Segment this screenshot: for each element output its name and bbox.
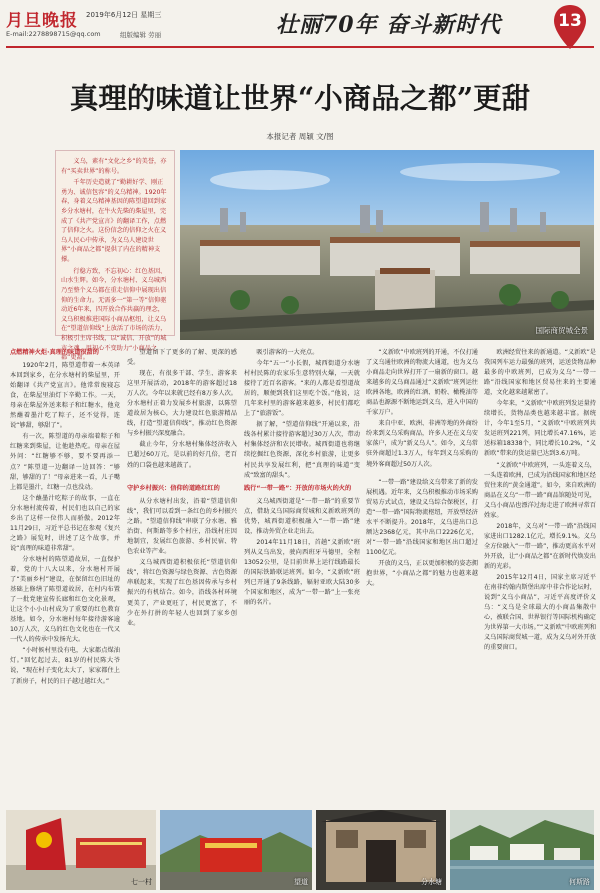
article-column-1 [10, 348, 120, 808]
photo-old-house [316, 810, 446, 890]
body-paragraph: 从分水塘村出发，沿着“望道信仰线”，我们可以看到一条红色的乡村振兴之路。“望道信仰线”串联了分水塘、雅治街、何斯路等多个村庄，沿线村庄因地制宜，发展红色旅游、乡村民宿、特色农业等产业。 [127, 498, 237, 556]
photo-strip [0, 808, 600, 893]
article-column-4 [366, 348, 478, 808]
photo-village-lake [450, 810, 594, 890]
article-byline: 本报记者 周颖 文/图 [266, 132, 334, 141]
body-paragraph: “义新欧”中欧班列，一头连着义乌，一头连着欧洲，已成为沿线国家和地区经贸往来的“黄金通道”。如今，来自欧洲的商品在义乌“一带一路”商品馆随处可见，义乌小商品也漂洋过海走进了欧洲寻常百姓家。 [484, 461, 596, 519]
body-paragraph: 截止今年，分水塘村集体经济收入已超过60万元，是以前的好几倍，老百姓的口袋也越来越鼓了。 [127, 441, 237, 469]
lead-paragraph: 义乌，素有“文化之乡”的美誉，亦有“买卖世界”的称号。 [61, 158, 167, 175]
body-paragraph: 望道留下了更多的了解、更深的感受。 [127, 349, 237, 367]
page-editors: 组版编辑 劳丽 [120, 31, 162, 39]
body-paragraph: 2014年11月18日，首趟“义新欧”班列从义乌出发，驶向西班牙马德里，全程13052公里，是目前世界上运行线路最长的国际铁路联运班列。如今，“义新欧”班列已开通了9条线路，辐射亚欧大陆30多个国家和地区，成为“一带一路”上一张亮丽的名片。 [244, 538, 360, 607]
page-number: 13 [558, 11, 582, 31]
body-paragraph: 现在，有很多干部、学生、游客来这里开展活动，2018年的游客超过18万人次。今年以来就已经有8万多人次。分水塘村正着力发展乡村旅游，以陈望道故居为核心，大力建设红色旅游精品线，打造“望道信仰线”，推动红色资源与乡村振兴深度融合。 [127, 370, 237, 438]
body-paragraph: “一带一路”建设给义乌带来了新的发展机遇。近年来，义乌积极推动市场采购贸易方式试点，建设义乌综合保税区，打造“一带一路”国际物流枢纽，开放型经济水平不断提升。2018年，义乌进出口总额达2368亿元，其中出口2226亿元，对“一带一路”沿线国家和地区出口超过1100亿元。 [366, 478, 478, 556]
city-aerial-image [180, 150, 594, 340]
newspaper-logo: 月旦晚报 [6, 11, 78, 31]
issue-date: 2019年6月12日 星期三 [86, 11, 162, 19]
section-subheading: 守护乡村振兴：信仰的道路红红的 [127, 485, 220, 492]
section-slogan: 壮丽70年 奋斗新时代 [276, 12, 502, 38]
body-paragraph: 来自中亚、欧洲、非洲等地的外商纷纷来到义乌采购商品，许多人还在义乌安家落户，成为“新义乌人”。如今，义乌常驻外商超过1.3万人，每年到义乌采购的境外客商超过50万人次。 [366, 420, 478, 468]
body-paragraph: 欧洲经贸往来的新通道。“义新欧”是我国列车运力最强的班列，运送货物品种最多的中欧班列，已成为义乌“一带一路”沿线国家和地区贸易往来的主要通道，文化越来越紧密了。 [484, 349, 596, 397]
body-paragraph: 2018年，义乌对“一带一路”沿线国家进出口1282.1亿元，增长9.1%。义乌全方位融入“一带一路”，推动更高水平对外开放，让“小商品之都”在新时代焕发出新的光彩。 [484, 522, 596, 570]
body-paragraph: 吸引游客的一大亮点。 [256, 349, 319, 356]
body-paragraph: 这个蘸墨汁吃粽子的故事，一直在分水塘村流传着，村民们也以自己的家乡出了这样一位伟人而骄傲。2012年11月29日，习近平总书记在参观《复兴之路》展览时，讲述了这个故事，并说“真理的味道非常甜”。 [10, 494, 120, 552]
body-paragraph: “义新欧”中欧班列的开通，不仅打通了义乌通往欧洲的物流大通道，也为义乌小商品走向世界打开了一扇新的窗口。越来越多的义乌商品通过“义新欧”班列运往欧洲各地，欧洲的红酒、奶粉、橄榄油等商品也源源不断地运到义乌，进入中国的千家万户。 [366, 349, 478, 417]
photo-village-sculpture [6, 810, 156, 890]
hero-photo [180, 150, 594, 340]
body-paragraph: 义乌城西街道是“一带一路”的重要节点，借助义乌国际商贸城和义新欧班列的优势，城西街道积极融入“一带一路”建设，推动外贸企业走出去。 [244, 497, 360, 535]
article-column-3 [244, 348, 360, 808]
contact-email: E-mail:2278898715@qq.com [6, 30, 101, 38]
article-headline: 真理的味道让世界“小商品之都”更甜 [69, 81, 531, 115]
section-subheading: 践行“一带一路”：开放的市场火的火的 [244, 484, 352, 492]
page-number-badge [552, 4, 588, 50]
lead-paragraph: 千年历史造就了“勤耕好学、刚正勇为、诚信包容”的义乌精神。1920年春，身着义乌精神基因的陈望道回到家乡分水塘村，在牛火先柴的柴屋里，完成了《共产党宣言》的翻译工作，点燃了信仰之火。这份信念的信仰之火在义乌人民心中传承，为义乌人建设世界“小商品之都”提供了内在的精神支撑。 [61, 179, 167, 264]
photo-red-landmark [160, 810, 312, 890]
body-paragraph: “小时候村里没有电，大家都点煤油灯。”回忆起过去，81岁的村民陈大爷说，“现在村子变化太大了，家家都住上了新房子，村民的日子越过越红火。” [10, 647, 120, 685]
article-column-5 [484, 348, 596, 808]
photo-caption: 何斯路 [569, 878, 590, 886]
photo-caption: 望道 [294, 878, 308, 886]
masthead-divider [6, 46, 594, 48]
body-paragraph: 义乌城西街道积极依托“望道信仰线”，将红色资源与绿色资源、古色资源串联起来，实现了红色基因传承与乡村振兴的有机结合。如今，沿线各村环境更美了，产业更旺了，村民更富了，不少在外打拼的年轻人也回到了家乡创业。 [127, 559, 237, 627]
article-column-2 [127, 348, 237, 808]
body-paragraph: 有一次，陈望道的母亲端着粽子和红糖来到柴屋，让他趁热吃。母亲在屋外问：“红糖够不够，要不要再添一点？”陈望道一边翻译一边回答：“够甜，够甜的了！”母亲进来一看，儿子嘴上都是墨汁，红糖一点也没动。 [10, 433, 120, 491]
body-paragraph: 今年“五一”小长假，城西街道分水塘村村民陈的农家乐生意特别火爆，一天就接待了近百名游客。“来的人都是看望道故居的，顺便到我们这里吃个饭。”他说，这几年来村里的游客越来越多，村民们都吃上了“旅游饭”。 [244, 360, 360, 418]
body-paragraph: 据了解，“望道信仰线”开通以来，沿线各村累计接待游客超过30万人次，带动村集体经济和农民增收。城西街道也将继续挖掘红色资源，深化乡村旅游，让更多村民共享发展红利，把“真理的味道”变成“致富的甜头”。 [244, 421, 360, 479]
body-paragraph: 分水塘村的陈望道故居，一直保护着，党的十八大以来，分水塘村开展了“美丽乡村”建设，在保留红色旧址的基础上修缮了陈望道故居，在村内布置了一批党建宣传长廊和红色文化景观，让这个小小山村成为了重要的红色教育基地。如今，分水塘村每年接待游客逾10万人次，义乌的红色文化也在一代又一代人的传承中发扬光大。 [10, 555, 120, 644]
photo-caption: 分水塘 [421, 878, 442, 886]
body-paragraph: 今年来，“义新欧”中欧班列发运量持续增长，货物品类也越来越丰富。据统计，今年1至5月，“义新欧”中欧班列共发运班列221列，同比增长47.16%，运送标箱18338个，同比增长10.2%，“义新欧”带来的货运量已达到3.6万吨。 [484, 400, 596, 458]
masthead [0, 0, 600, 60]
body-paragraph: 2015年12月4日，国家主席习近平在南非约翰内斯堡出席中非合作论坛时，说到“义乌小商品”，习近平高度评价义乌：“义乌是全球最大的小商品集散中心，被联合国、世界银行等国际机构确定为世界第一大市场。”“义新欧”中欧班列和义乌国际商贸城一道，成为义乌对外开放的重要窗口。 [484, 574, 596, 652]
section-subheading: 点燃精神火炬·真理的味道很甜的 [10, 349, 99, 356]
body-paragraph: 1920年2月，陈望道带着一本英译本回到家乡，在分水塘村的柴屋里，开始翻译《共产党宣言》。他常常废寝忘食，在柴屋里油灯下辛勤工作。一天，母亲在柴屋外送来粽子和红糖水，他竟然蘸着墨汁吃了粽子，还不觉得，连说“够甜，够甜了”。 [10, 362, 120, 430]
lead-paragraph: 行稳方致，不忘初心：红色基因、山水生辉。如今，分水塘村、义乌城西乃至整个义乌都在重走信仰中展现出信仰的生命力。无需多一“第一等”信仰驱动近6年来，四开放合作共赢的理念，义乌积极推进国际小商品枢纽，让义乌在“望道信仰线”上放活了市场的活力，积极引主席书线，以“诚信、开放”的城市之魂，用初心不变助力“小商品之都”更甜。 [61, 267, 167, 362]
body-paragraph: 开放的义乌，正以更加积极的姿态拥抱世界，“小商品之都”的魅力也越来越大。 [366, 559, 478, 588]
hero-caption: 国际商贸城全景 [535, 326, 588, 335]
photo-caption: 七一村 [131, 878, 152, 886]
lead-summary-box [55, 150, 175, 362]
